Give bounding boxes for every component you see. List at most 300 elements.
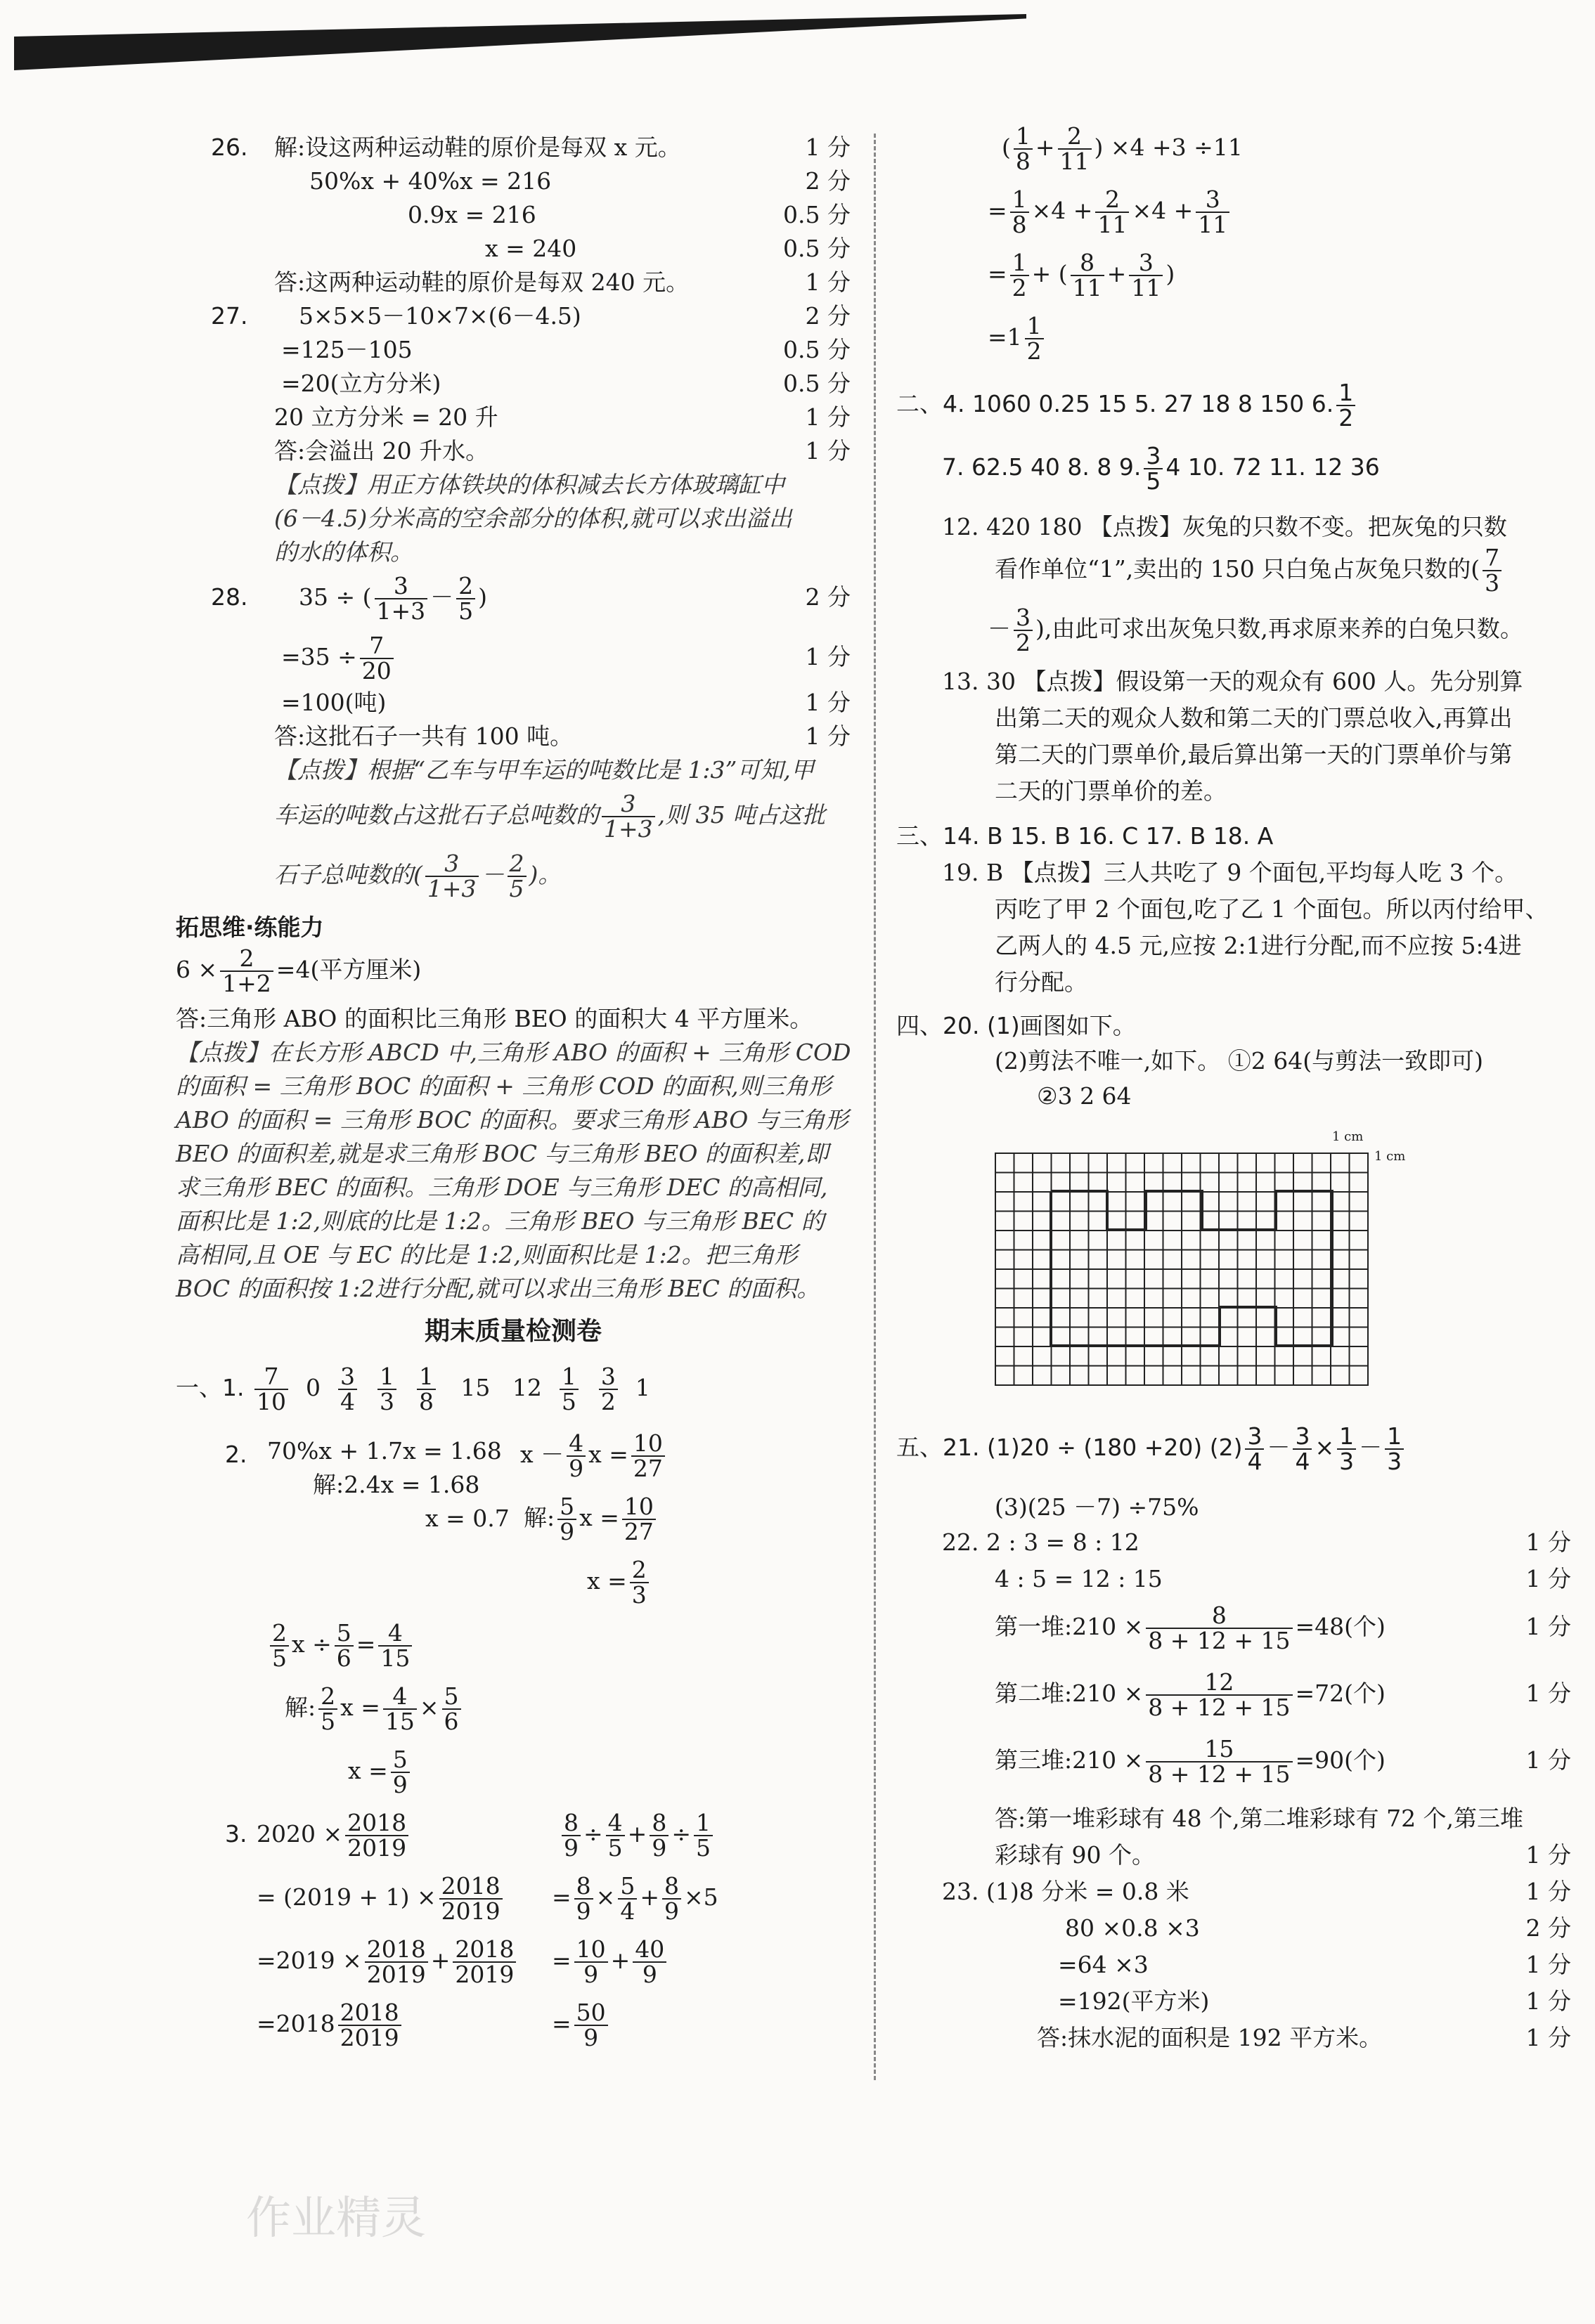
numerator: 8 xyxy=(574,1874,593,1900)
tip-text: ),由此可求出灰兔只数,再求原来养的白兔只数。 xyxy=(1035,615,1523,642)
operator: × xyxy=(1315,1434,1335,1461)
fraction xyxy=(606,1811,625,1860)
score: 2 分 xyxy=(805,583,851,611)
fraction xyxy=(391,1748,410,1797)
fraction xyxy=(662,1874,681,1923)
denominator: 8 xyxy=(1015,148,1031,175)
fraction xyxy=(1010,251,1029,300)
equation xyxy=(348,1743,413,1799)
calc-part: + ( xyxy=(1031,260,1068,287)
q28-number: 28. xyxy=(211,583,248,611)
numerator: 3 xyxy=(338,1365,357,1390)
numerator: 7 xyxy=(360,634,394,659)
fraction xyxy=(602,792,655,841)
calc-part: ) xyxy=(1165,260,1175,287)
operator: － xyxy=(1267,1434,1291,1461)
score: 2 分 xyxy=(805,167,851,195)
denominator: 8 xyxy=(1012,211,1027,238)
fraction xyxy=(574,1937,608,1987)
operator: ÷ xyxy=(583,1820,603,1848)
q20-line2: (2)剪法不唯一,如下。 ①2 64(与剪法一致即可) xyxy=(995,1047,1483,1075)
denominator: 27 xyxy=(633,1455,663,1482)
numerator: 12 xyxy=(1146,1670,1292,1696)
score: 1 分 xyxy=(1525,1951,1571,1978)
square-grid-drawing xyxy=(995,1153,1369,1386)
numerator: 1 xyxy=(377,1365,396,1390)
denominator: 2 xyxy=(1338,403,1354,431)
numerator: 2 xyxy=(220,947,273,972)
calc-part: + xyxy=(430,1947,451,1974)
denominator: 2019 xyxy=(455,1961,515,1988)
fraction xyxy=(1483,546,1502,595)
equation: 解:2.4x = 1.68 xyxy=(313,1471,480,1498)
numerator: 15 xyxy=(1146,1737,1292,1763)
score: 0.5 分 xyxy=(783,201,851,228)
numerator: 8 xyxy=(1071,251,1104,276)
calc-line xyxy=(552,1933,669,1989)
denominator: 4 xyxy=(1295,1447,1310,1475)
calc-line xyxy=(257,1806,411,1862)
operator: ÷ xyxy=(671,1820,691,1848)
score: 0.5 分 xyxy=(783,235,851,262)
q26-line4: x = 240 xyxy=(485,235,577,262)
q28-tip-line3b: )。 xyxy=(529,861,562,888)
calc-part: = (2019 + 1) × xyxy=(257,1883,437,1911)
denominator: 8 + 12 + 15 xyxy=(1148,1694,1291,1721)
answer: 12 xyxy=(512,1374,542,1401)
denominator: 11 xyxy=(1059,148,1090,175)
operator: × xyxy=(595,1883,616,1911)
score: 0.5 分 xyxy=(783,336,851,363)
numerator: 1 xyxy=(1025,314,1044,339)
numerator: 8 xyxy=(1146,1604,1292,1629)
operator: = xyxy=(552,2010,572,2037)
score: 1 分 xyxy=(805,437,851,465)
q28-answer: 答:这批石子一共有 100 吨。 xyxy=(274,722,574,750)
fraction xyxy=(417,1365,436,1414)
denominator: 4 xyxy=(340,1388,355,1415)
denominator: 2 xyxy=(1026,337,1042,365)
operator: + xyxy=(627,1820,647,1848)
q27-line3: =20(立方分米) xyxy=(281,370,441,397)
q27-number: 27. xyxy=(211,302,248,330)
denominator: 1+3 xyxy=(604,815,653,843)
q12-line1: 12. 420 180 【点拨】灰兔的只数不变。把灰兔的只数 xyxy=(942,513,1507,540)
fraction xyxy=(633,1937,666,1987)
operator: = xyxy=(552,1883,572,1911)
think-answer: 答:三角形 ABO 的面积比三角形 BEO 的面积大 4 平方厘米。 xyxy=(176,1005,813,1032)
eq-part: x = xyxy=(340,1694,380,1721)
think-tip-line: ABO 的面积 = 三角形 BOC 的面积。要求三角形 ABO 与三角形 xyxy=(176,1106,848,1134)
numerator: 10 xyxy=(622,1495,656,1520)
fraction xyxy=(1071,251,1104,300)
q21-line1 xyxy=(896,1420,1407,1476)
eq-part: 解: xyxy=(524,1504,555,1531)
q23-answer: 答:抹水泥的面积是 192 平方米。 xyxy=(1037,2024,1383,2051)
fraction xyxy=(574,2001,608,2050)
q27-tip-line3: 的水的体积。 xyxy=(274,538,413,566)
equation xyxy=(520,1427,668,1483)
denominator: 1+3 xyxy=(427,875,477,902)
eq-part: x = xyxy=(579,1504,619,1531)
calc-line xyxy=(988,183,1232,239)
score: 1 分 xyxy=(805,643,851,670)
numerator: 3 xyxy=(1129,251,1163,276)
q27-tip-line2: (6－4.5)分米高的空余部分的体积,就可以求出溢出 xyxy=(274,505,792,532)
answers: 二、4. 1060 0.25 15 5. 27 18 8 150 6. xyxy=(896,390,1334,417)
denominator: 5 xyxy=(321,1708,336,1735)
numerator: 3 xyxy=(1144,444,1163,469)
q27-line1: 5×5×5－10×7×(6－4.5) xyxy=(299,302,581,330)
q13-line: 二天的门票单价的差。 xyxy=(995,777,1227,805)
eq-part: x = xyxy=(588,1441,628,1468)
think-tip-line: 求三角形 BEC 的面积。三角形 DOE 与三角形 DEC 的高相同, xyxy=(176,1174,828,1201)
fraction xyxy=(338,1365,357,1414)
operator: ×5 xyxy=(683,1883,718,1911)
denominator: 1+3 xyxy=(376,597,426,625)
numerator: 2 xyxy=(1058,124,1092,150)
watermark: 作业精灵 xyxy=(246,2193,426,2245)
q27-answer: 答:会溢出 20 升水。 xyxy=(274,437,489,465)
equation: x = 0.7 xyxy=(425,1505,510,1532)
fraction xyxy=(1129,251,1163,300)
denominator: 2 xyxy=(600,1388,616,1415)
numerator: 1 xyxy=(1385,1424,1404,1450)
calc-part: = xyxy=(988,260,1007,287)
numerator: 4 xyxy=(606,1811,625,1836)
calc-line xyxy=(552,1869,718,1926)
fraction xyxy=(1196,188,1229,237)
top-black-band xyxy=(14,14,1026,70)
part2-line1 xyxy=(896,376,1358,432)
column-divider xyxy=(874,134,876,2080)
numerator: 2 xyxy=(318,1684,337,1710)
q26-line1: 解:设这两种运动鞋的原价是每双 x 元。 xyxy=(274,134,681,161)
denominator: 3 xyxy=(631,1581,647,1609)
part1-q1 xyxy=(176,1356,650,1420)
q28-line3: =100(吨) xyxy=(281,689,387,716)
q23-line: =192(平方米) xyxy=(1058,1987,1210,2015)
score: 1 分 xyxy=(805,134,851,161)
denominator: 9 xyxy=(583,1961,599,1988)
q23-line: 23. (1)8 分米 = 0.8 米 xyxy=(942,1878,1189,1905)
numerator: 3 xyxy=(602,792,655,817)
fraction xyxy=(377,1365,396,1414)
denominator: 5 xyxy=(607,1834,623,1862)
answer-text: 五、21. (1)20 ÷ (180 +20) (2) xyxy=(896,1434,1243,1461)
q13-line: 出第二天的观众人数和第二天的门票总收入,再算出 xyxy=(995,704,1513,732)
calc-part: =2019 × xyxy=(257,1947,362,1974)
equation xyxy=(285,1680,464,1736)
denominator: 2019 xyxy=(366,1961,426,1988)
score: 1 分 xyxy=(1525,1528,1571,1556)
denominator: 11 xyxy=(1198,211,1228,238)
numerator: 2018 xyxy=(439,1874,503,1900)
denominator: 5 xyxy=(561,1388,576,1415)
numerator: 2018 xyxy=(453,1937,516,1963)
denominator: 3 xyxy=(1339,1447,1355,1475)
score: 1 分 xyxy=(805,268,851,296)
score: 1 分 xyxy=(1525,1841,1571,1869)
score: 1 分 xyxy=(1525,1680,1571,1707)
numerator: 3 xyxy=(425,852,479,877)
fraction xyxy=(442,1684,461,1734)
q26-number: 26. xyxy=(211,134,248,161)
think-tip-line: 面积比是 1:2,则底的比是 1:2。三角形 BEO 与三角形 BEC 的 xyxy=(176,1207,825,1235)
operator: = xyxy=(552,1947,572,1974)
calc-line xyxy=(552,1996,611,2052)
q19-line: 行分配。 xyxy=(995,968,1087,996)
q28-tip-line1: 【点拨】根据“乙车与甲车运的吨数比是 1:3”可知,甲 xyxy=(274,756,814,784)
fraction xyxy=(1336,378,1355,431)
q19-line: 19. B 【点拨】三人共吃了 9 个面包,平均每人吃 3 个。 xyxy=(942,859,1518,886)
numerator: 2 xyxy=(630,1558,649,1583)
fraction xyxy=(338,2001,401,2050)
equation xyxy=(267,1616,415,1673)
numerator: 1 xyxy=(1010,251,1029,276)
numerator: 2018 xyxy=(345,1811,408,1836)
score: 1 分 xyxy=(1525,2024,1571,2051)
fraction xyxy=(365,1937,428,1987)
denominator: 3 xyxy=(1485,569,1500,597)
score: 1 分 xyxy=(1525,1565,1571,1592)
numerator: 5 xyxy=(442,1684,461,1710)
numerator: 7 xyxy=(254,1365,288,1390)
q20-line3: ②3 2 64 xyxy=(1037,1082,1132,1110)
fraction xyxy=(1385,1424,1404,1474)
numerator: 1 xyxy=(1014,124,1033,150)
denominator: 9 xyxy=(583,2024,599,2051)
numerator: 5 xyxy=(618,1874,637,1900)
denominator: 11 xyxy=(1072,274,1102,301)
cut-outline-path xyxy=(1051,1191,1332,1346)
numerator: 50 xyxy=(574,2001,608,2026)
score: 1 分 xyxy=(805,722,851,750)
denominator: 11 xyxy=(1097,211,1128,238)
q28-tip-line2a: 车运的吨数占这批石子总吨数的 xyxy=(274,801,599,829)
numerator: 4 xyxy=(378,1621,412,1647)
denominator: 5 xyxy=(509,875,524,902)
numerator: 8 xyxy=(662,1874,681,1900)
calc-part: =2018 xyxy=(257,2010,335,2037)
eq-part: x ÷ xyxy=(292,1630,332,1658)
answer: 1 xyxy=(635,1374,650,1401)
numerator: 2 xyxy=(508,852,527,877)
score: 1 分 xyxy=(1525,1613,1571,1640)
q28-tip-line3a: 石子总吨数的( xyxy=(274,861,422,888)
numerator: 8 xyxy=(650,1811,669,1836)
score: 1 分 xyxy=(1525,1878,1571,1905)
calc-line xyxy=(257,1869,505,1926)
result: =48(个) xyxy=(1295,1613,1386,1640)
fraction xyxy=(574,1874,593,1923)
answer: 15 xyxy=(460,1374,491,1401)
q13-line: 第二天的门票单价,最后算出第一天的门票单价与第 xyxy=(995,741,1513,768)
numerator: 1 xyxy=(1337,1424,1356,1450)
fraction xyxy=(375,574,428,623)
score: 1 分 xyxy=(1525,1987,1571,2015)
denominator: 11 xyxy=(1131,274,1161,301)
q22-line: 第一堆:210 × xyxy=(995,1613,1144,1640)
operator: + xyxy=(610,1947,631,1974)
denominator: 9 xyxy=(652,1834,667,1862)
calc-line xyxy=(257,1996,404,2052)
denominator: 9 xyxy=(392,1771,408,1798)
q22-line: 第三堆:210 × xyxy=(995,1746,1144,1774)
denominator: 4 xyxy=(1247,1447,1263,1475)
numerator: 1 xyxy=(694,1811,713,1836)
q22-line: 22. 2 : 3 = 8 : 12 xyxy=(942,1528,1139,1556)
denominator: 10 xyxy=(257,1388,286,1415)
fraction xyxy=(1144,441,1163,495)
numerator: 1 xyxy=(417,1365,436,1390)
section-heading: 拓思维·练能力 xyxy=(176,914,324,941)
numerator: 5 xyxy=(391,1748,410,1773)
fraction xyxy=(335,1621,354,1670)
part3-line1: 三、14. B 15. B 16. C 17. B 18. A xyxy=(896,822,1274,850)
q22-line: 4 : 5 = 12 : 15 xyxy=(995,1565,1163,1592)
fraction xyxy=(508,852,527,901)
fraction xyxy=(1245,1424,1264,1474)
fraction xyxy=(1014,124,1033,174)
fraction xyxy=(220,944,273,997)
q20-line1: 四、20. (1)画图如下。 xyxy=(896,1012,1136,1039)
q28-tip-line2b: ,则 35 吨占这批 xyxy=(657,801,826,829)
answers: 4 10. 72 11. 12 36 xyxy=(1165,453,1380,481)
think-tip-line: 的面积 = 三角形 BOC 的面积 + 三角形 COD 的面积,则三角形 xyxy=(176,1072,832,1100)
numerator: 40 xyxy=(633,1937,666,1963)
q22-answer: 彩球有 90 个。 xyxy=(995,1841,1155,1869)
minus-sign: － xyxy=(988,615,1011,642)
fraction xyxy=(631,1429,665,1482)
eq-part: 解: xyxy=(285,1694,316,1721)
score: 2 分 xyxy=(1525,1914,1571,1942)
fraction xyxy=(383,1684,417,1734)
q12-line2 xyxy=(995,541,1504,597)
fraction xyxy=(270,1621,289,1670)
result: =72(个) xyxy=(1295,1680,1386,1707)
calc-part: + xyxy=(1035,134,1055,161)
calc-line xyxy=(257,1933,519,1989)
score: 0.5 分 xyxy=(783,370,851,397)
denominator: 5 xyxy=(695,1834,711,1862)
calc-part: ( xyxy=(1002,134,1011,161)
denominator: 27 xyxy=(624,1518,654,1545)
fraction xyxy=(622,1495,656,1544)
think-tip-line: 高相同,且 OE 与 EC 的比是 1:2,则面积比是 1:2。把三角形 xyxy=(176,1241,798,1268)
part2-line2 xyxy=(942,439,1380,495)
result: =90(个) xyxy=(1295,1746,1386,1774)
fraction xyxy=(254,1365,288,1414)
equation xyxy=(524,1490,659,1546)
think-tip-line: BOC 的面积按 1:2进行分配,就可以求出三角形 BEC 的面积。 xyxy=(176,1275,820,1302)
numerator: 1 xyxy=(1010,188,1029,213)
score: 1 分 xyxy=(805,403,851,431)
final-exam-title: 期末质量检测卷 xyxy=(424,1317,602,1346)
answers: 7. 62.5 40 8. 8 9. xyxy=(942,453,1142,481)
fraction xyxy=(318,1684,337,1734)
fraction xyxy=(1058,124,1092,174)
numerator: 4 xyxy=(567,1432,586,1457)
cut-outline xyxy=(995,1153,1367,1384)
q-label: 一、1. xyxy=(176,1374,245,1401)
denominator: 4 xyxy=(620,1897,635,1925)
eq-part: x = xyxy=(587,1567,627,1595)
denominator: 2 xyxy=(1016,629,1031,656)
q19-line: 乙两人的 4.5 元,应按 2:1进行分配,而不应按 5:4进 xyxy=(995,932,1522,959)
operator: － xyxy=(1359,1434,1383,1461)
calc-line xyxy=(1002,119,1243,176)
numerator: 5 xyxy=(557,1495,576,1520)
q26-line3: 0.9x = 216 xyxy=(408,201,536,228)
q-label: 3. xyxy=(225,1820,247,1848)
numerator: 7 xyxy=(1483,546,1502,571)
calc-line xyxy=(988,309,1047,365)
calc-part: + xyxy=(1106,260,1127,287)
q23-line: 80 ×0.8 ×3 xyxy=(1065,1914,1200,1942)
fraction xyxy=(453,1937,516,1987)
fraction xyxy=(1014,606,1033,655)
q22-line: 第二堆:210 × xyxy=(995,1680,1144,1707)
fraction xyxy=(618,1874,637,1923)
answer: 0 xyxy=(305,1374,321,1401)
numerator: 3 xyxy=(1196,188,1229,213)
eq-part: x = xyxy=(348,1757,388,1784)
denominator: 8 + 12 + 15 xyxy=(1148,1760,1291,1788)
q26-answer: 答:这两种运动鞋的原价是每双 240 元。 xyxy=(274,268,690,296)
fraction xyxy=(1293,1424,1312,1474)
calc-part: =1 xyxy=(988,323,1022,351)
think-tip-line: 【点拨】在长方形 ABCD 中,三角形 ABO 的面积 + 三角形 COD xyxy=(176,1039,851,1066)
denominator: 9 xyxy=(560,1518,575,1545)
denominator: 5 xyxy=(458,597,474,625)
denominator: 8 xyxy=(418,1388,434,1415)
unit-label: 1 cm xyxy=(1332,1129,1364,1144)
fraction xyxy=(1337,1424,1356,1474)
q13-line: 13. 30 【点拨】假设第一天的观众有 600 人。先分别算 xyxy=(942,668,1523,695)
fraction xyxy=(650,1811,669,1860)
fraction xyxy=(1146,1670,1292,1720)
fraction xyxy=(439,1874,503,1923)
fraction xyxy=(1146,1737,1292,1786)
equation xyxy=(587,1553,652,1609)
calc-line xyxy=(559,1806,716,1862)
think-tip-line: BEO 的面积差,就是求三角形 BOC 与三角形 BEO 的面积差,即 xyxy=(176,1140,829,1167)
q23-line: =64 ×3 xyxy=(1058,1951,1149,1978)
fraction xyxy=(1146,1604,1292,1653)
calc-part: ×4 + xyxy=(1132,197,1194,224)
eq-part: x － xyxy=(520,1441,564,1468)
numerator: 2018 xyxy=(338,2001,401,2026)
fraction xyxy=(560,1365,579,1414)
operator: + xyxy=(640,1883,659,1911)
denominator: 3 xyxy=(379,1388,394,1415)
q22-answer: 答:第一堆彩球有 48 个,第二堆彩球有 72 个,第三堆 xyxy=(995,1805,1524,1832)
score: 1 分 xyxy=(805,689,851,716)
fraction xyxy=(567,1429,586,1482)
q12-line3 xyxy=(988,601,1523,657)
denominator: 5 xyxy=(1146,467,1161,495)
numerator: 3 xyxy=(1245,1424,1264,1450)
fraction xyxy=(630,1558,649,1607)
equation: 70%x + 1.7x = 1.68 xyxy=(267,1437,502,1465)
tip-text: 看作单位“1”,卖出的 150 只白兔占灰兔只数的( xyxy=(995,555,1480,583)
think-expr: 6 × xyxy=(176,956,218,983)
think-result: =4(平方厘米) xyxy=(276,956,422,983)
fraction xyxy=(378,1621,412,1670)
fraction xyxy=(562,1811,581,1860)
q27-line4: 20 立方分米 = 20 升 xyxy=(274,403,498,431)
